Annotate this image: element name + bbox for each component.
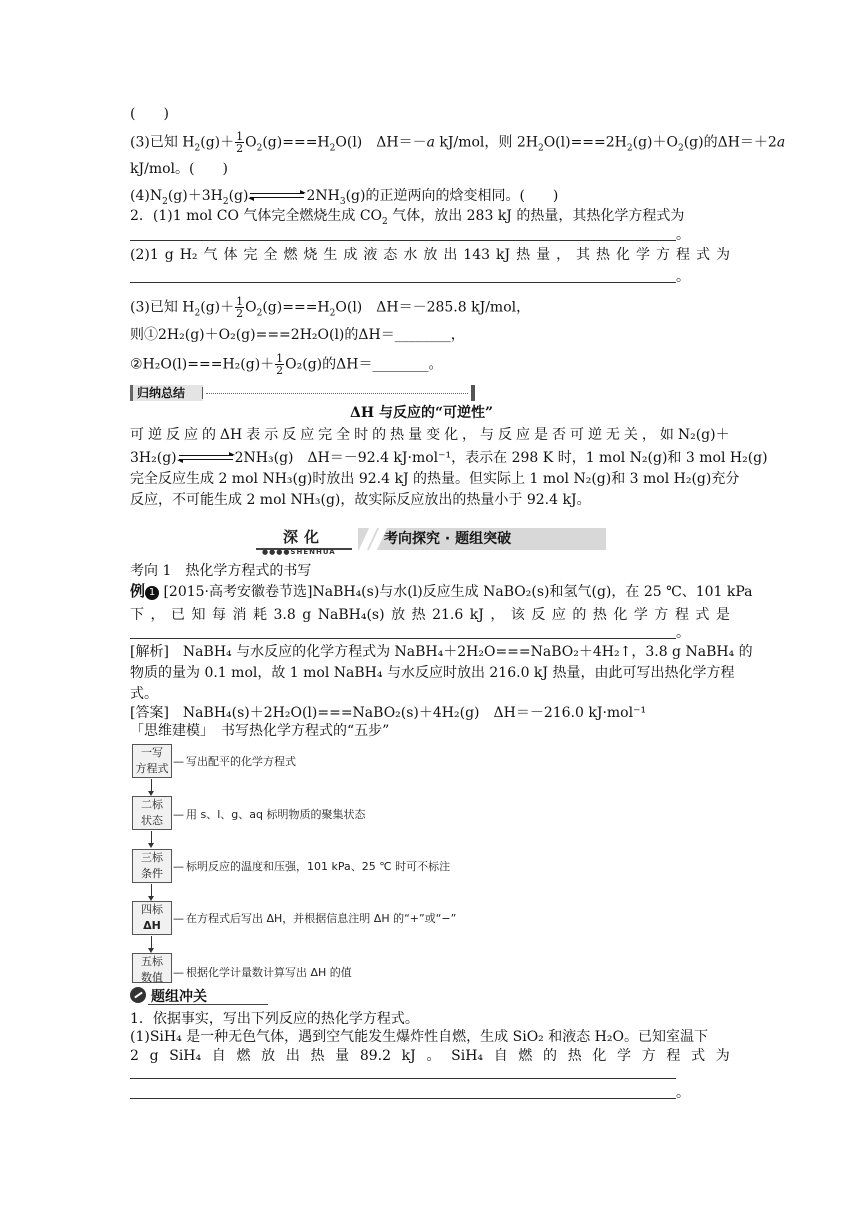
question-2-3-line1: (3)已知 $H_2(g)+$ $\frac{1}{2}$ $O_2(g)===H_2O(l)$ ΔH＝－285.8 kJ/mol， [130,295,531,320]
word: 其 [576,247,591,263]
word: 出 [443,247,458,263]
word: 方 [654,607,669,623]
word: 与 [480,427,495,443]
summary-paragraph-line1 [130,426,730,444]
word: 量 [408,427,423,443]
word: 体 [223,247,238,263]
period: 。 [676,1085,690,1101]
word: 全 [263,247,278,263]
word: 燃 [236,1048,251,1064]
word: kJ [401,1048,416,1064]
word: 自 [211,1048,226,1064]
equilibrium-arrow-icon [177,451,235,465]
word: kJ [496,247,511,263]
flow-step-4-desc: — 在方程式后写出 ΔH，并根据信息注明 ΔH 的“+”或“−” [173,910,456,926]
model-heading: 「思维建模」 书写热化学方程式的“五步” [130,723,390,739]
question-2-3-line3: ②H₂O(l)===H₂(g)＋ $\frac{1}{2}$ O₂(g)的ΔH＝________。 [130,352,443,377]
word: 烧 [303,247,318,263]
answer-blank-line [130,1078,676,1079]
word: 下 [130,607,144,623]
word: 热 [310,1048,325,1064]
word: 完 [243,247,258,263]
word: 燃 [283,247,298,263]
word: 时 [354,427,369,443]
word: 逆 [587,427,602,443]
question-2-3-line2: 则①2H₂(g)＋O₂(g)===2H₂O(l)的ΔH＝________， [130,327,465,343]
flow-step-2-desc: — 用 s、l、g、aq 标明物质的聚集状态 [173,806,366,822]
word: 否 [551,427,566,443]
word: 关 [623,427,638,443]
word: 式 [695,247,710,263]
word: 。 [426,1048,441,1064]
word: 89.2 [359,1048,391,1064]
flow-arrow-icon [151,884,152,898]
word: 可 [130,427,144,443]
word: 21.6 [432,607,464,623]
word: 水 [403,247,418,263]
word: 143 [463,247,491,263]
group-q1: 1．依据事实，写出下列反应的热化学方程式。 [130,1011,419,1027]
word: 学 [617,1048,632,1064]
word: ， [462,427,477,443]
word: 放 [261,1048,276,1064]
answer-blank-line [130,638,676,639]
word: 自 [493,1048,508,1064]
word: 气 [203,247,218,263]
flow-step-1-desc: — 写出配平的化学方程式 [173,753,296,769]
word: 燃 [518,1048,533,1064]
example-mark: 例 [130,582,146,600]
analysis-line1: [解析] NaBH₄ 与水反应的化学方程式为 NaBH₄＋2H₂O===NaBO₂＋4H₂↑，3.8 g NaBH₄ 的 [130,644,753,660]
word: 热 [390,427,405,443]
flow-arrow-icon [151,779,152,793]
word: 热 [411,607,426,623]
example-number-icon: 1 [145,586,159,600]
word: 化 [613,607,628,623]
summary-tag-label: 归纳总结 [130,385,203,401]
direction-heading: 考向 1 热化学方程式的书写 [130,563,312,579]
banner-right-title: 考向探究 · 题组突破 [358,528,606,550]
analysis-line2: 物质的量为 0.1 mol，故 1 mol NaBH₄ 与水反应时放出 216.0 kJ 热量，由此可写出热化学方程 [130,665,735,681]
word: 已 [171,607,185,623]
flow-step-3-box: 三标 条件 [132,849,172,883]
word: 态 [383,247,398,263]
word: 程 [674,607,689,623]
flow-step-2-box: 二标 状态 [132,796,172,830]
word: 知 [191,607,206,623]
word: 放 [391,607,406,623]
word: 化 [592,1048,607,1064]
word: 是 [533,427,548,443]
word: 方 [641,1048,656,1064]
word: SiH₄ [451,1048,484,1064]
flow-step-3-desc: — 标明反应的温度和压强，101 kPa、25 ℃ 时可不标注 [173,858,450,874]
summary-paragraph-line2: 3H₂(g) 2NH₃(g) ΔH＝－92.4 kJ·mol⁻¹，表示在 298 K 时，1 mol N₂(g)和 3 mol H₂(g) [130,450,768,466]
summary-tag [130,385,475,401]
word: 生 [323,247,338,263]
word: 的 [201,427,216,443]
word: 应 [516,427,530,443]
word: ΔH [219,427,243,443]
period: 。 [676,625,690,641]
word: 式 [695,607,710,623]
word: 表 [246,427,261,443]
word: 应 [183,427,198,443]
word: 量 [335,1048,350,1064]
word: 无 [605,427,620,443]
example-line2 [130,606,730,624]
answer-blank-line [130,240,676,241]
word: 消 [232,607,247,623]
pencil-icon [130,987,146,1003]
word: 完 [318,427,333,443]
flow-step-1-box: 一写 方程式 [132,744,172,778]
answer-paren-prev: ( ) [130,106,169,122]
period: 。 [676,227,690,243]
word: 可 [569,427,584,443]
word: SiH₄ [169,1048,202,1064]
word: 为 [715,247,730,263]
word: 3.8 [273,607,296,623]
word: 程 [666,1048,681,1064]
analysis-line3: 式。 [130,686,158,702]
word: g [302,607,312,623]
question-4: $(4)N_2(g)+3H_2(g)$ $2NH_3(g)$的正逆两向的焓变相同。( ) [130,188,559,207]
word: 2 [130,1048,139,1064]
word: 每 [212,607,226,623]
question-3-line1: (3)已知 $H_2(g)+$ $\frac{1}{2}$ $O_2(g)===H_2O(l)$ ΔH＝－a kJ/mol，则 $2H_2O(l)===2H_2(g)+O_2(g)$的ΔH＝＋2a [130,130,786,155]
section-banner [256,528,606,556]
summary-paragraph-line4: 反应，不可能生成 2 mol NH₃(g)，故实际反应放出的热量小于 92.4 kJ。 [130,492,591,508]
word: kJ [469,607,484,623]
word: 应 [300,427,315,443]
word: 成 [343,247,358,263]
group-q1-1-line1: (1)SiH₄ 是一种无色气体，遇到空气能发生爆炸性自燃，生成 SiO₂ 和液态 H₂O。已知室温下 [130,1029,708,1045]
word: 的 [572,607,587,623]
summary-paragraph-line3: 完全反应生成 2 mol NH₃(g)时放出 92.4 kJ 的热量。但实际上 1 mol N₂(g)和 3 mol H₂(g)充分 [130,471,740,487]
word: NaBH₄(s) [317,607,385,623]
answer-line: [答案] NaBH₄(s)＋2H₂O(l)===NaBO₂(s)＋4H₂(g) ΔH＝－216.0 kJ·mol⁻¹ [130,705,647,721]
period: 。 [676,269,690,285]
word: 热 [592,607,607,623]
group-section-heading: 题组冲关 [130,985,270,1005]
flow-arrow-icon [151,831,152,845]
word: 示 [264,427,279,443]
word: (2)1 [130,247,159,263]
word: H₂ [179,247,198,263]
answer-blank-line [130,1098,676,1099]
answer-blank-line [130,282,676,283]
word: 学 [636,247,651,263]
word: ， [641,427,656,443]
word: 式 [691,1048,706,1064]
word: 应 [551,607,566,623]
word: 耗 [253,607,267,623]
word: 化 [444,427,459,443]
flow-step-5-box: 五标 数值 [132,953,172,983]
word: 反 [165,427,180,443]
equilibrium-arrow-icon [248,189,306,203]
word: 如 [659,427,674,443]
word: 的 [372,427,387,443]
word: 热 [567,1048,582,1064]
word: 化 [616,247,631,263]
flow-step-4-box: 四标 ΔH [132,901,172,935]
word: 反 [498,427,513,443]
word: 学 [633,607,648,623]
flow-step-5-desc: — 根据化学计量数计算写出 ΔH 的值 [173,964,352,980]
banner-left-sub: ●●●●SHENHUA [262,548,336,556]
word: 逆 [147,427,162,443]
question-2-2 [130,246,730,264]
word: 为 [715,1048,730,1064]
flow-arrow-icon [151,936,152,950]
question-3-line2: kJ/mol。( ) [130,161,228,177]
word: 程 [675,247,690,263]
word: 反 [282,427,297,443]
group-q1-1-line2 [130,1047,730,1065]
word: g [164,247,174,263]
word: 液 [363,247,378,263]
word: 方 [656,247,670,263]
word: 该 [510,607,525,623]
word: ， [490,607,505,623]
word: ， [556,247,571,263]
word: 热 [516,247,531,263]
question-2-1: 2．(1)1 mol CO 气体完全燃烧生成 $CO_2$ 气体，放出 283 kJ 的热量，其热化学方程式为 [130,208,685,227]
word: 是 [715,607,730,623]
word: 热 [596,247,611,263]
banner-left-title: 深化 [256,528,352,550]
word: 放 [423,247,438,263]
summary-title: ΔH 与反应的“可逆性” [350,405,494,421]
word: N₂(g)＋ [677,427,730,443]
word: 反 [531,607,546,623]
word: 全 [336,427,351,443]
word: g [149,1048,159,1064]
word: ， [150,607,165,623]
word: 的 [543,1048,558,1064]
example-line1: 例 1 [2015·高考安徽卷节选]NaBH₄(s)与水(l)反应生成 NaBO₂(s)和氢气(g)，在 25 ℃、101 kPa [130,582,753,600]
word: 出 [285,1048,300,1064]
word: 量 [536,247,551,263]
word: 变 [426,427,441,443]
